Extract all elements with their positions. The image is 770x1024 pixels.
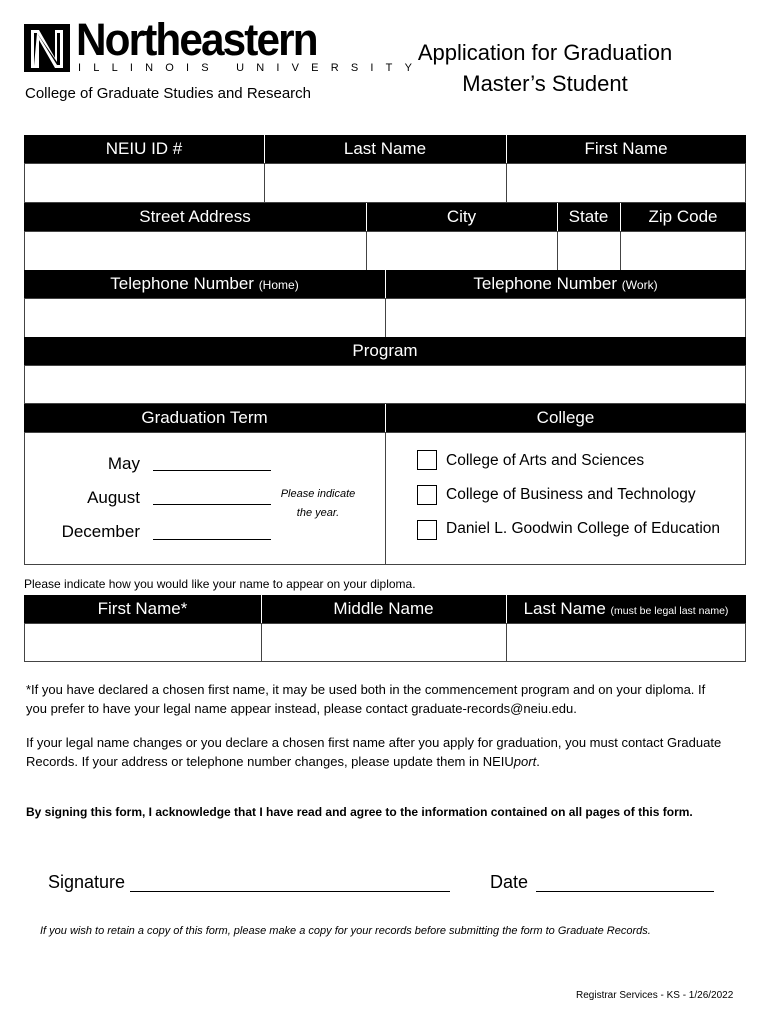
business-technology-checkbox[interactable] xyxy=(417,485,437,505)
first-name-header: First Name xyxy=(584,139,668,158)
phone-work-header xyxy=(385,270,746,298)
street-address-header: Street Address xyxy=(139,207,251,226)
signature-label: Signature xyxy=(48,872,126,892)
diploma-first-name-field[interactable] xyxy=(24,623,262,662)
college-header: College xyxy=(536,408,595,427)
city-field[interactable] xyxy=(366,231,558,271)
arts-sciences-checkbox[interactable] xyxy=(417,450,437,470)
college-subtitle: College of Graduate Studies and Research xyxy=(25,85,312,102)
diploma-last-name-note: (must be legal last name) xyxy=(610,605,729,617)
state-header: State xyxy=(568,207,609,226)
term-december-label: December xyxy=(61,522,140,541)
last-name-header: Last Name xyxy=(343,139,427,158)
phone-home-suffix: (Home) xyxy=(258,278,299,292)
divider xyxy=(264,135,265,163)
footer-text: Registrar Services - KS - 1/26/2022 xyxy=(576,990,734,1001)
signature-field[interactable] xyxy=(130,891,450,892)
form-title xyxy=(380,37,710,99)
diploma-middle-name-field[interactable] xyxy=(261,623,507,662)
retain-copy-note: If you wish to retain a copy of this form, please make a copy for your records before submitting the form to Graduate Records. xyxy=(40,925,651,937)
arts-sciences-label: College of Arts and Sciences xyxy=(446,452,645,469)
program-field[interactable] xyxy=(24,365,746,404)
divider xyxy=(557,203,558,231)
form-title-line2: Master’s Student xyxy=(462,71,628,96)
phone-work-field[interactable] xyxy=(385,298,746,338)
business-technology-label: College of Business and Technology xyxy=(446,486,696,503)
last-name-field[interactable] xyxy=(264,163,507,203)
education-checkbox[interactable] xyxy=(417,520,437,540)
diploma-middle-name-header: Middle Name xyxy=(333,599,434,618)
diploma-last-name-header xyxy=(506,595,746,623)
divider xyxy=(385,270,386,298)
phone-home-header xyxy=(24,270,385,298)
term-may-label: May xyxy=(107,454,140,473)
zip-code-header: Zip Code xyxy=(648,207,718,226)
neiu-id-header: NEIU ID # xyxy=(105,139,183,158)
diploma-first-name-header: First Name* xyxy=(97,599,188,618)
zip-code-field[interactable] xyxy=(620,231,746,271)
logo-subtext: ILLINOIS UNIVERSITY xyxy=(78,62,425,74)
name-change-paragraph xyxy=(26,733,726,771)
indicate-year-line2: the year. xyxy=(296,507,340,519)
phone-home-field[interactable] xyxy=(24,298,386,338)
diploma-note: Please indicate how you would like your name to appear on your diploma. xyxy=(24,577,416,591)
divider xyxy=(620,203,621,231)
term-may-year-field[interactable] xyxy=(153,470,271,471)
diploma-last-name-field[interactable] xyxy=(506,623,746,662)
first-name-field[interactable] xyxy=(506,163,746,203)
term-august-year-field[interactable] xyxy=(153,504,271,505)
name-change-text: If your legal name changes or you declare a chosen first name after you apply for graduation, you must contact Graduate Records. If your address or telephone number changes, please update them in NEIU xyxy=(26,735,722,769)
form-title-line1: Application for Graduation xyxy=(417,40,673,65)
diploma-last-name-label: Last Name xyxy=(523,599,606,618)
name-change-end: . xyxy=(536,754,540,769)
neiu-id-field[interactable] xyxy=(24,163,265,203)
phone-home-label: Telephone Number xyxy=(110,274,254,293)
divider xyxy=(506,595,507,623)
divider xyxy=(261,595,262,623)
university-logo xyxy=(22,14,425,78)
indicate-year-line1: Please indicate xyxy=(280,488,356,500)
graduation-term-header: Graduation Term xyxy=(141,408,268,427)
program-header: Program xyxy=(24,337,746,365)
divider xyxy=(385,404,386,432)
acknowledgement-text: By signing this form, I acknowledge that I have read and agree to the information contained on all pages of this form. xyxy=(26,805,693,819)
phone-work-suffix: (Work) xyxy=(621,278,658,292)
neiuport-italic: port xyxy=(513,754,537,769)
term-december-year-field[interactable] xyxy=(153,539,271,540)
phone-work-label: Telephone Number xyxy=(473,274,618,293)
divider xyxy=(366,203,367,231)
divider xyxy=(506,135,507,163)
term-august-label: August xyxy=(87,488,140,507)
indicate-year-note xyxy=(272,485,364,523)
chosen-name-paragraph: *If you have declared a chosen first name, it may be used both in the commencement program and on your diploma. If you prefer to have your legal name appear instead, please contact graduate-records@neiu.edu. xyxy=(26,682,706,716)
date-label: Date xyxy=(490,872,529,892)
date-field[interactable] xyxy=(536,891,714,892)
logo-wordmark: Northeastern xyxy=(76,14,317,65)
education-label: Daniel L. Goodwin College of Education xyxy=(446,520,721,537)
street-address-field[interactable] xyxy=(24,231,367,271)
neiu-logo-icon xyxy=(22,22,72,74)
city-header: City xyxy=(446,207,477,226)
state-field[interactable] xyxy=(557,231,621,271)
